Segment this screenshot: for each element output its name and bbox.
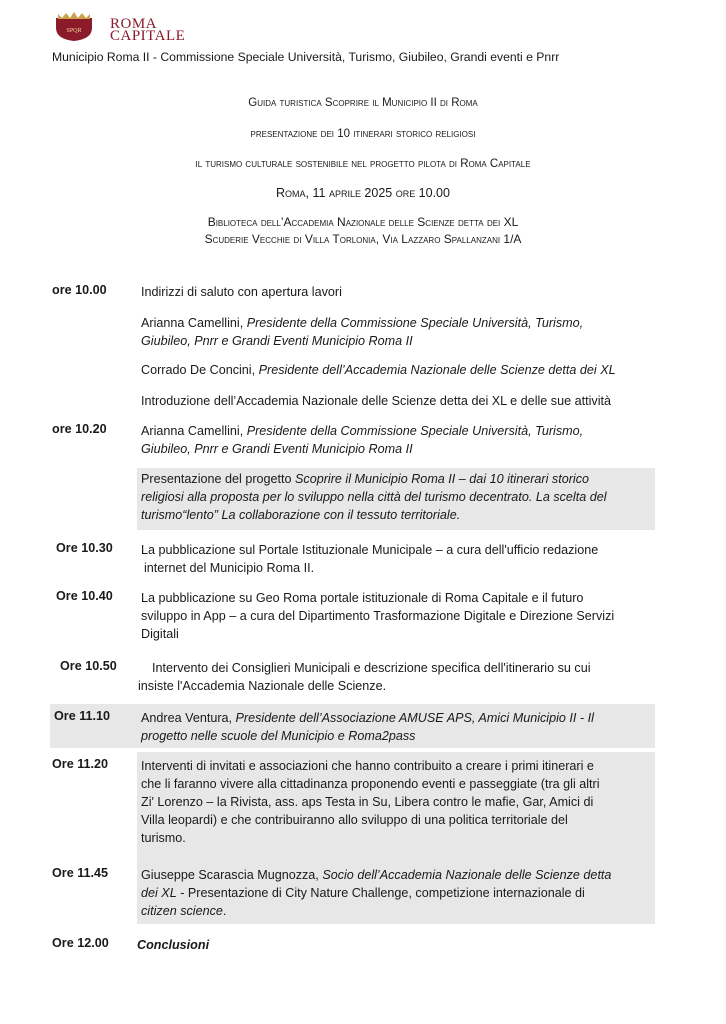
item-consiglieri — [138, 659, 655, 695]
time-1050: Ore 10.50 — [60, 659, 117, 673]
speaker-role-cont: dei XL — [141, 886, 177, 900]
item-text-cont: Villa leopardi) e che contribuiranno allo sviluppo di una politica territoriale del — [141, 813, 568, 827]
title-venue-1: Biblioteca dell’Accademia Nazionale delle Scienze detta dei XL — [207, 215, 519, 229]
speaker-name: Andrea Ventura, — [141, 711, 236, 725]
presentation-title-end: turismo“lento” La collaborazione con il tessuto territoriale. — [141, 508, 461, 522]
brand-text — [110, 18, 185, 42]
municipio-header: Municipio Roma II - Commissione Speciale Università, Turismo, Giubileo, Grandi eventi e Pnrr — [52, 50, 560, 64]
conclusion-label: Conclusioni — [137, 938, 210, 952]
speaker-role-cont: Giubileo, Pnrr e Grandi Eventi Municipio Roma II — [141, 334, 413, 348]
item-text-end: . — [222, 904, 227, 918]
title-date: Roma, 11 aprile 2025 ore 10.00 — [276, 186, 450, 200]
presentation-title: Scoprire il Municipio Roma II – dai 10 itinerari storico — [295, 472, 590, 486]
time-1200: Ore 12.00 — [52, 936, 109, 950]
crest-icon — [52, 12, 96, 42]
item-text-cont: insiste l'Accademia Nazionale delle Scienze. — [138, 679, 387, 693]
brand-line-2: CAPITALE — [110, 28, 186, 44]
speaker-name: Corrado De Concini, — [141, 363, 259, 377]
item-interventi — [141, 757, 655, 847]
item-scarascia — [141, 866, 655, 920]
presentation-lead: Presentazione del progetto — [141, 472, 296, 486]
item-text-cont: sviluppo in App – a cura del Dipartimento Trasformazione Digitale e Direzione Servizi — [141, 609, 615, 623]
roma-capitale-logo — [52, 12, 232, 46]
item-text: - Presentazione di City Nature Challenge, competizione internazionale di — [176, 886, 585, 900]
item-ventura — [141, 709, 655, 745]
title-venue-2: Scuderie Vecchie di Villa Torlonia, Via Lazzaro Spallanzani 1/A — [204, 232, 522, 246]
speaker-role: Presidente della Commissione Speciale Università, Turismo, — [246, 424, 584, 438]
speaker-role-cont: Giubileo, Pnrr e Grandi Eventi Municipio Roma II — [141, 442, 413, 456]
speaker-role: Socio dell’Accademia Nazionale delle Scienze detta — [322, 868, 612, 882]
time-1020: ore 10.20 — [52, 422, 107, 436]
time-1120: Ore 11.20 — [52, 757, 109, 771]
time-1145: Ore 11.45 — [52, 866, 109, 880]
time-1030: Ore 10.30 — [56, 541, 113, 555]
item-introduzione: Introduzione dell’Accademia Nazionale delle Scienze detta dei XL e delle sue attività — [141, 394, 611, 408]
item-text: La pubblicazione sul Portale Istituzionale Municipale – a cura dell'ufficio redazione — [141, 543, 599, 557]
title-guide: Guida turistica Scoprire il Municipio II di Roma — [248, 97, 478, 109]
speaker-role: Presidente della Commissione Speciale Università, Turismo, — [246, 316, 584, 330]
item-georoma — [141, 589, 655, 643]
speaker-name: Arianna Camellini, — [141, 316, 247, 330]
time-1040: Ore 10.40 — [56, 589, 113, 603]
title-tourism: il turismo culturale sostenibile nel progetto pilota di Roma Capitale — [195, 158, 531, 170]
speaker-role: Presidente dell’Accademia Nazionale delle Scienze detta dei XL — [258, 363, 616, 377]
item-text-italic: citizen science — [141, 904, 223, 918]
item-camellini-2 — [141, 422, 655, 458]
item-text: Intervento dei Consiglieri Municipali e descrizione specifica dell'itinerario su cui — [152, 661, 591, 675]
item-de-concini — [141, 361, 655, 379]
speaker-name: Arianna Camellini, — [141, 424, 247, 438]
item-text-end: turismo. — [141, 831, 186, 845]
time-1110: Ore 11.10 — [54, 709, 111, 723]
item-camellini-1 — [141, 314, 655, 350]
item-presentazione-progetto — [141, 470, 655, 524]
title-presentation: presentazione dei 10 itinerari storico religiosi — [250, 128, 476, 140]
brand-line-1: ROMA — [110, 16, 158, 32]
item-portale — [141, 541, 655, 577]
item-text-cont: che li faranno vivere alla cittadinanza proponendo eventi e passeggiate (tra gli altri — [141, 777, 600, 791]
item-saluti: Indirizzi di saluto con apertura lavori — [141, 285, 342, 299]
item-conclusioni — [137, 936, 651, 954]
item-text-cont: internet del Municipio Roma II. — [144, 561, 315, 575]
speaker-role: Presidente dell’Associazione AMUSE APS, Amici Municipio II - Il — [235, 711, 594, 725]
item-text: La pubblicazione su Geo Roma portale istituzionale di Roma Capitale e il futuro — [141, 591, 584, 605]
item-text-cont: Zi' Lorenzo – la Rivista, ass. aps Testa in Su, Libera contro le mafie, Gar, Amici di — [141, 795, 594, 809]
presentation-title-cont: religiosi alla proposta per lo sviluppo nella città del turismo decentrato. La scelta del — [141, 490, 607, 504]
item-text: Interventi di invitati e associazioni che hanno contribuito a creare i primi itinerari e — [141, 759, 594, 773]
time-1000: ore 10.00 — [52, 283, 107, 297]
svg-text:SPQR: SPQR — [66, 28, 82, 34]
item-text-end: Digitali — [141, 627, 179, 641]
speaker-role-cont: progetto nelle scuole del Municipio e Roma2pass — [141, 729, 416, 743]
speaker-name: Giuseppe Scarascia Mugnozza, — [141, 868, 323, 882]
